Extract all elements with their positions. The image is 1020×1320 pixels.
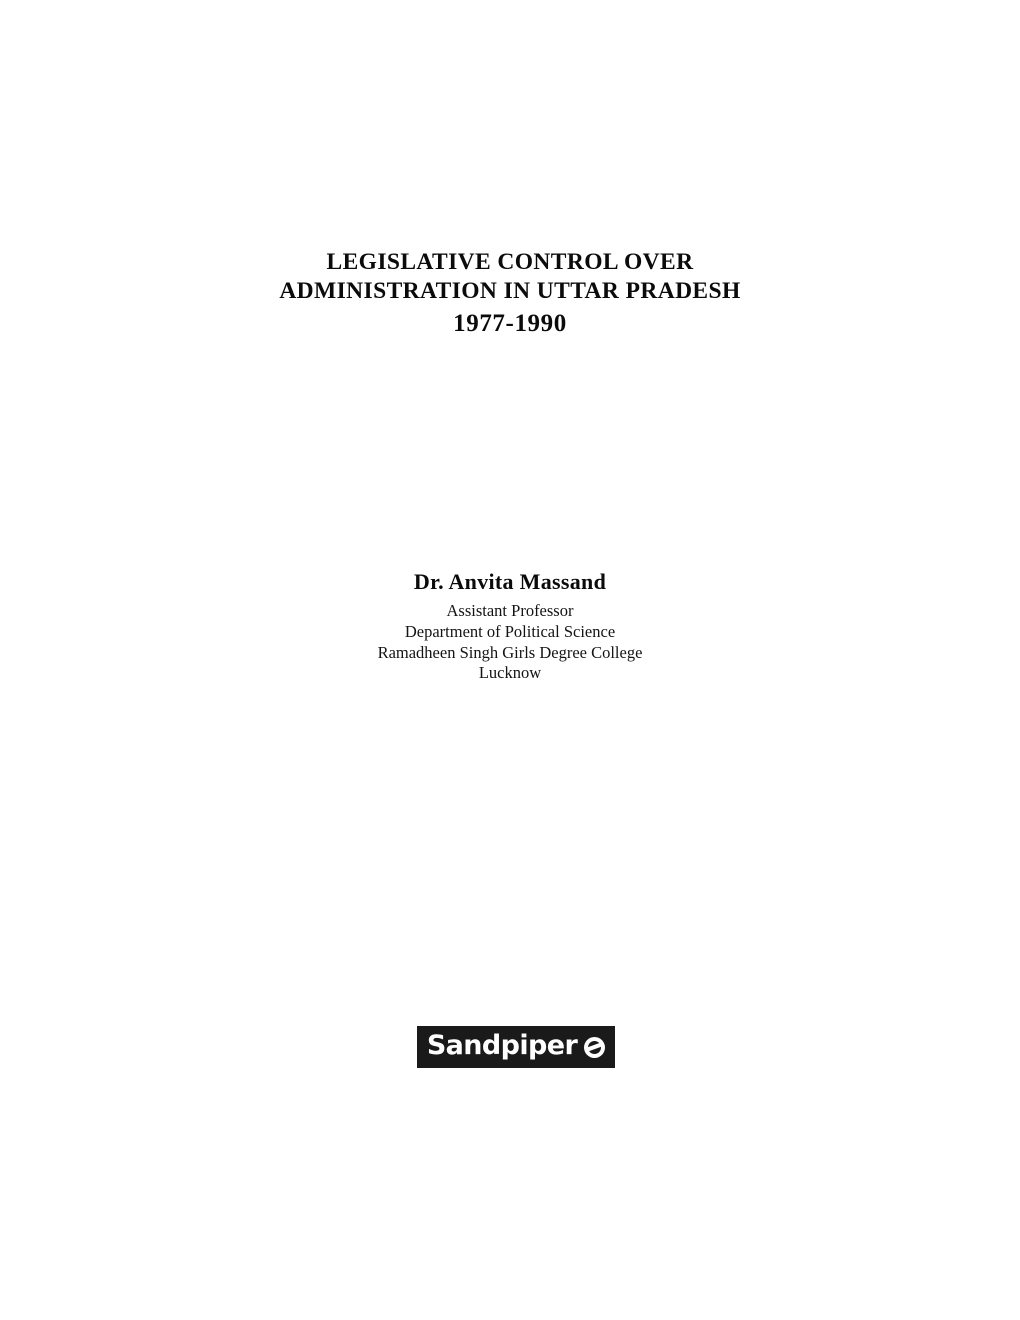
- page-title: [0, 248, 1020, 338]
- publisher-logo-inner: [427, 1032, 605, 1062]
- title-years: 1977-1990: [453, 310, 567, 337]
- author-city: Lucknow: [478, 663, 542, 683]
- author-institution: Ramadheen Singh Girls Degree College: [377, 642, 643, 662]
- author-block: [0, 568, 1020, 684]
- publisher-name: Sandpiper: [426, 1030, 578, 1061]
- title-line-1: LEGISLATIVE CONTROL OVER: [326, 249, 694, 275]
- title-line-2: ADMINISTRATION IN UTTAR PRADESH: [279, 278, 741, 304]
- author-name: Dr. Anvita Massand: [413, 569, 607, 594]
- author-department: Department of Political Science: [404, 621, 616, 641]
- sandpiper-circle-icon: [584, 1037, 605, 1058]
- publisher-logo: [417, 1026, 615, 1068]
- author-designation: Assistant Professor: [446, 601, 574, 620]
